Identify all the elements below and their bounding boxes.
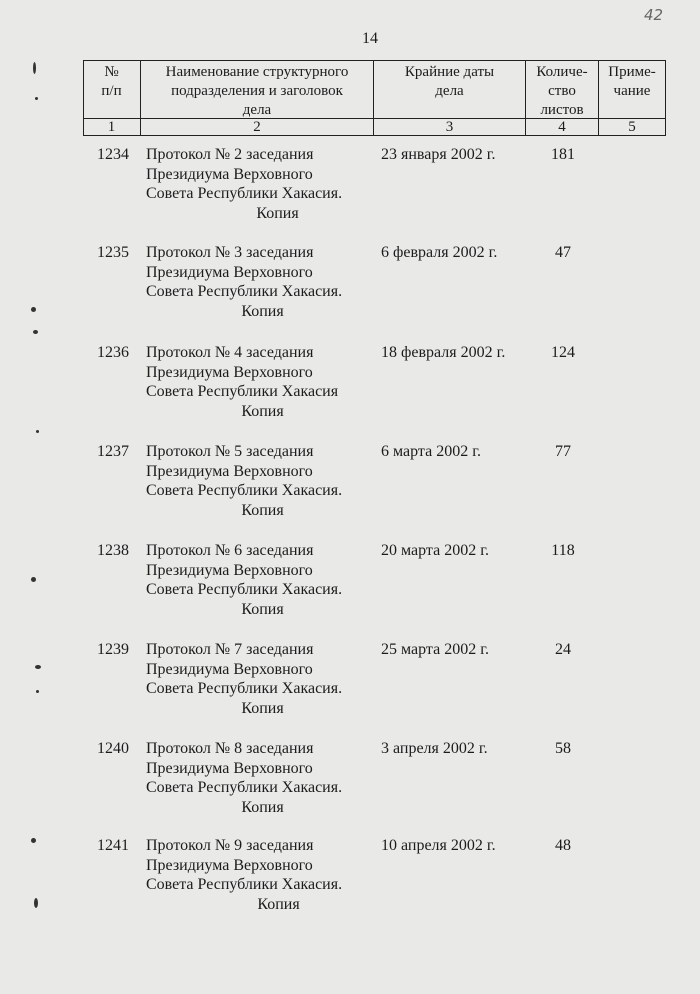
header-dates	[374, 63, 525, 101]
title-line: Совета Республики Хакасия.	[146, 185, 343, 202]
column-number: 2	[253, 119, 261, 135]
row-sheets: 24	[555, 641, 571, 658]
title-line: Протокол № 3 заседания	[146, 244, 314, 261]
row-sheets: 181	[551, 146, 575, 163]
header-text: п/п	[101, 83, 122, 99]
header-text: дела	[435, 83, 464, 99]
row-number: 1237	[97, 443, 129, 460]
title-line: Протокол № 5 заседания	[146, 443, 314, 460]
title-line: Совета Республики Хакасия.	[146, 680, 343, 697]
row-sheets: 77	[555, 443, 571, 460]
row-sheets: 124	[551, 344, 575, 361]
row-title	[146, 640, 371, 718]
title-line: Протокол № 6 заседания	[146, 542, 314, 559]
row-title	[146, 739, 371, 817]
copy-label: Копия	[256, 204, 299, 222]
copy-label: Копия	[241, 302, 284, 320]
row-date: 23 января 2002 г.	[381, 146, 496, 163]
scan-speck	[31, 838, 36, 843]
row-date: 6 февраля 2002 г.	[381, 244, 498, 261]
row-number: 1241	[97, 837, 129, 854]
header-text: №	[104, 64, 119, 80]
copy-label: Копия	[241, 699, 284, 717]
row-number: 1239	[97, 641, 129, 658]
title-line: Совета Республики Хакасия.	[146, 283, 343, 300]
row-date: 25 марта 2002 г.	[381, 641, 489, 658]
scan-speck	[33, 62, 36, 74]
page-number: 14	[362, 30, 378, 47]
column-number: 5	[628, 119, 636, 135]
title-line: Протокол № 4 заседания	[146, 344, 314, 361]
title-line: Протокол № 2 заседания	[146, 146, 314, 163]
header-text: чание	[613, 83, 651, 99]
row-title	[146, 343, 371, 421]
header-text: Приме-	[608, 64, 656, 80]
row-number: 1235	[97, 244, 129, 261]
header-notes	[599, 63, 665, 101]
column-number: 4	[558, 119, 566, 135]
row-title	[146, 836, 371, 914]
title-line: Совета Республики Хакасия.	[146, 482, 343, 499]
row-title	[146, 541, 371, 619]
column-number: 1	[107, 119, 116, 135]
row-title	[146, 442, 371, 520]
title-line: Президиума Верховного	[146, 759, 313, 777]
title-line: Президиума Верховного	[146, 165, 313, 183]
title-line: Президиума Верховного	[146, 363, 313, 381]
table-border	[83, 60, 666, 61]
title-line: Президиума Верховного	[146, 660, 313, 678]
row-sheets: 47	[555, 244, 571, 261]
title-line: Совета Республики Хакасия	[146, 383, 339, 400]
header-sheets	[526, 63, 598, 120]
header-text: Крайние даты	[404, 64, 495, 80]
title-line: Протокол № 9 заседания	[146, 837, 314, 854]
row-number: 1238	[97, 542, 129, 559]
scan-speck	[36, 690, 39, 693]
column-number: 3	[445, 119, 454, 135]
table-border	[665, 60, 666, 136]
header-text: дела	[242, 102, 272, 118]
row-number: 1236	[97, 344, 129, 361]
copy-label: Копия	[241, 501, 284, 519]
scan-speck	[35, 665, 41, 669]
archive-sheet-mark: 42	[644, 6, 664, 24]
header-text: ство	[548, 83, 576, 99]
header-text: Наименование структурного	[165, 64, 349, 80]
header-title	[141, 63, 373, 120]
row-date: 20 марта 2002 г.	[381, 542, 489, 559]
title-line: Протокол № 8 заседания	[146, 740, 314, 757]
title-line: Совета Республики Хакасия.	[146, 876, 343, 893]
title-line: Президиума Верховного	[146, 856, 313, 874]
copy-label: Копия	[241, 600, 284, 618]
scan-speck	[35, 97, 38, 100]
header-number	[83, 63, 140, 101]
scan-speck	[31, 577, 36, 582]
copy-label: Копия	[241, 798, 284, 816]
scan-speck	[31, 307, 36, 312]
title-line: Совета Республики Хакасия.	[146, 779, 343, 796]
copy-label: Копия	[257, 895, 300, 913]
title-line: Президиума Верховного	[146, 462, 313, 480]
row-date: 6 марта 2002 г.	[381, 443, 481, 460]
table-header	[83, 60, 666, 136]
row-sheets: 118	[551, 542, 575, 559]
row-date: 10 апреля 2002 г.	[381, 837, 496, 854]
scan-speck	[33, 330, 38, 334]
copy-label: Копия	[241, 402, 284, 420]
row-date: 3 апреля 2002 г.	[381, 740, 488, 757]
row-sheets: 58	[555, 740, 571, 757]
header-text: подразделения и заголовок	[171, 83, 343, 99]
scan-speck	[36, 430, 39, 433]
row-sheets: 48	[555, 837, 571, 854]
header-text: Количе-	[536, 64, 588, 80]
row-title	[146, 243, 371, 321]
row-title	[146, 145, 371, 223]
header-text: листов	[540, 102, 584, 118]
title-line: Протокол № 7 заседания	[146, 641, 314, 658]
row-date: 18 февраля 2002 г.	[381, 344, 506, 361]
title-line: Совета Республики Хакасия.	[146, 581, 343, 598]
scan-speck	[34, 898, 38, 908]
row-number: 1240	[97, 740, 129, 757]
row-number: 1234	[97, 146, 129, 163]
title-line: Президиума Верховного	[146, 263, 313, 281]
title-line: Президиума Верховного	[146, 561, 313, 579]
